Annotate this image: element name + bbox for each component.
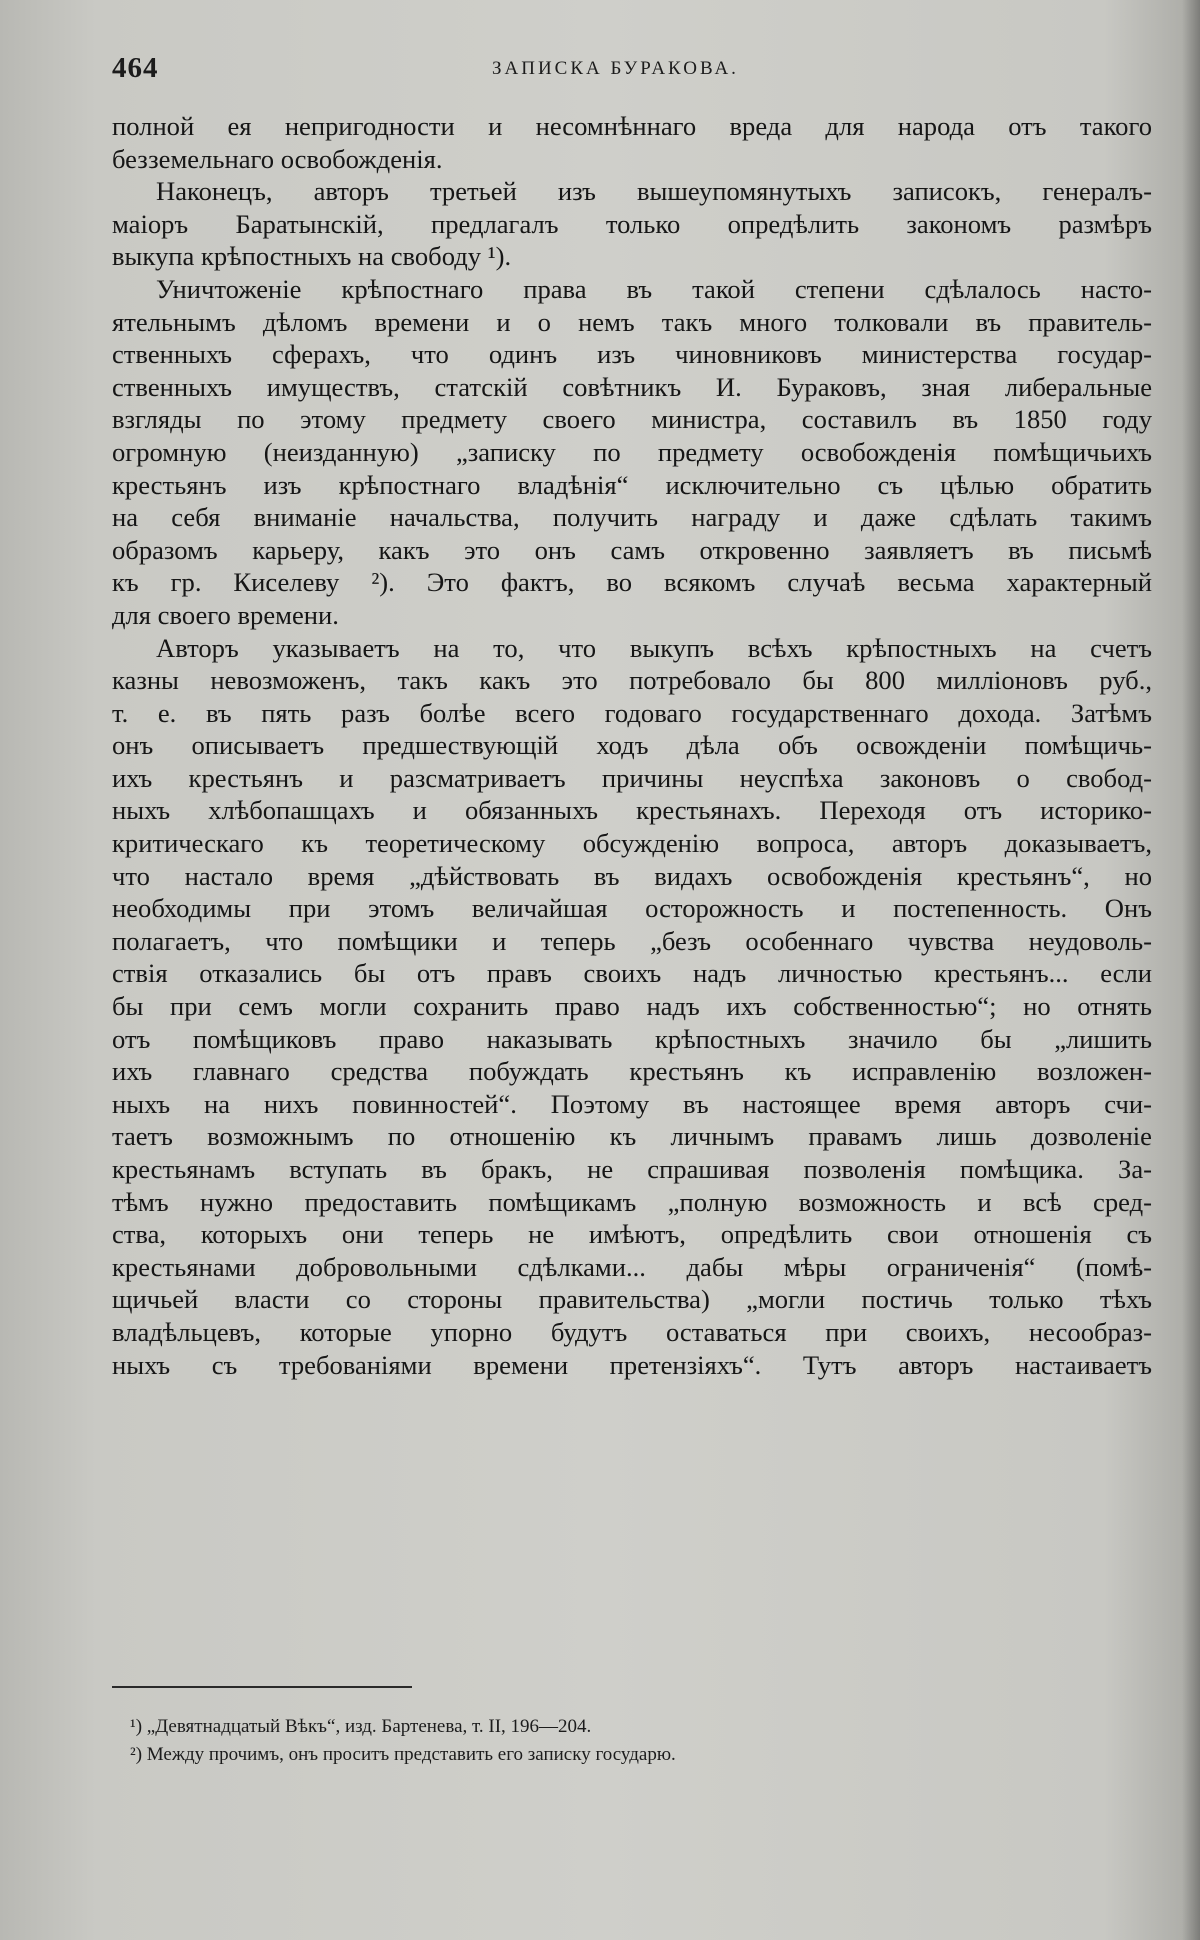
text-line: т. е. въ пять разъ болѣе всего годоваго государственнаго дохода. Затѣмъ — [112, 697, 1152, 728]
text-line: крестьянъ изъ крѣпостнаго владѣнія“ исключительно съ цѣлью обратить — [112, 469, 1152, 500]
text-line: ихъ главнаго средства побуждать крестьянъ къ исправленію возложен- — [112, 1056, 1152, 1087]
text-line: Уничтоженіе крѣпостнаго права въ такой степени сдѣлалось насто- — [156, 273, 1152, 304]
page-number: 464 — [112, 52, 159, 84]
text-line: Авторъ указываетъ на то, что выкупъ всѣхъ крѣпостныхъ на счетъ — [156, 632, 1152, 663]
text-line: ствія отказались бы отъ правъ своихъ надъ личностью крестьянъ... если — [112, 958, 1152, 989]
text-line: къ гр. Киселеву ²). Это фактъ, во всякомъ случаѣ весьма характерный — [112, 567, 1152, 598]
text-line: ихъ крестьянъ и разсматриваетъ причины неуспѣха законовъ о свобод- — [112, 762, 1152, 793]
text-line: полагаетъ, что помѣщики и теперь „безъ особеннаго чувства неудоволь- — [112, 925, 1152, 956]
text-line: ства, которыхъ они теперь не имѣютъ, опредѣлить свои отношенія съ — [112, 1219, 1152, 1250]
text-line: на себя вниманіе начальства, получить награду и даже сдѣлать такимъ — [112, 502, 1152, 533]
text-line: безземельнаго освобожденія. — [112, 143, 443, 174]
text-line: ятельнымъ дѣломъ времени и о немъ такъ много толковали въ правитель- — [112, 306, 1152, 337]
text-line: ственныхъ сферахъ, что одинъ изъ чиновниковъ министерства государ- — [112, 339, 1152, 370]
footnote: ²) Между прочимъ, онъ проситъ представить его записку государю. — [130, 1744, 676, 1765]
text-line: Наконецъ, авторъ третьей изъ вышеупомянутыхъ записокъ, генералъ- — [156, 176, 1152, 207]
text-line: ныхъ съ требованіями времени претензіяхъ“. Тутъ авторъ настаиваетъ — [112, 1349, 1152, 1380]
page-header — [112, 52, 1152, 88]
text-line: крестьянамъ вступать въ бракъ, не спрашивая позволенія помѣщика. За- — [112, 1154, 1152, 1184]
text-line: взгляды по этому предмету своего министра, составилъ въ 1850 году — [112, 404, 1152, 435]
text-line: необходимы при этомъ величайшая осторожность и постепенность. Онъ — [112, 893, 1152, 924]
text-line: ственныхъ имуществъ, статскій совѣтникъ И. Бураковъ, зная либеральные — [112, 371, 1152, 402]
text-line: отъ помѣщиковъ право наказывать крѣпостныхъ значило бы „лишить — [112, 1023, 1152, 1054]
text-line: ныхъ хлѣбопашцахъ и обязанныхъ крестьянахъ. Переходя отъ историко- — [112, 795, 1152, 826]
text-line: владѣльцевъ, которые упорно будутъ оставаться при своихъ, несообраз- — [112, 1316, 1152, 1347]
text-line: критическаго къ теоретическому обсужденію вопроса, авторъ доказываетъ, — [112, 828, 1152, 859]
footnote-divider — [112, 1686, 412, 1688]
text-line: бы при семъ могли сохранить право надъ ихъ собственностью“; но отнять — [112, 991, 1152, 1022]
text-line: щичьей власти со стороны правительства) „могли постичь только тѣхъ — [112, 1284, 1152, 1315]
text-line: выкупа крѣпостныхъ на свободу ¹). — [112, 241, 512, 272]
text-line: для своего времени. — [112, 599, 339, 630]
text-line: таетъ возможнымъ по отношенію къ личнымъ правамъ лишь дозволеніе — [112, 1121, 1152, 1152]
text-line: образомъ карьеру, какъ это онъ самъ откровенно заявляетъ въ письмѣ — [112, 534, 1152, 565]
footnotes — [130, 1713, 1030, 1769]
text-line: тѣмъ нужно предоставить помѣщикамъ „полную возможность и всѣ сред- — [112, 1186, 1152, 1217]
text-line: маіоръ Баратынскій, предлагалъ только опредѣлить закономъ размѣръ — [112, 208, 1152, 239]
text-line: казны невозможенъ, такъ какъ это потребовало бы 800 милліоновъ руб., — [112, 665, 1152, 696]
text-line: онъ описываетъ предшествующій ходъ дѣла объ освожденіи помѣщичь- — [112, 730, 1152, 761]
text-line: ныхъ на нихъ повинностей“. Поэтому въ настоящее время авторъ счи- — [112, 1088, 1152, 1119]
text-line: огромную (неизданную) „записку по предмету освобожденія помѣщичьихъ — [112, 436, 1152, 467]
text-line: полной ея непригодности и несомнѣннаго вреда для народа отъ такого — [112, 111, 1152, 141]
text-line: крестьянами добровольными сдѣлками... дабы мѣры ограниченія“ (помѣ- — [112, 1251, 1152, 1282]
body-text — [112, 110, 1152, 1381]
text-line: что настало время „дѣйствовать въ видахъ освобожденія крестьянъ“, но — [112, 860, 1152, 891]
footnote: ¹) „Девятнадцатый Вѣкъ“, изд. Бартенева, т. II, 196—204. — [130, 1716, 592, 1737]
running-title: ЗАПИСКА БУРАКОВА. — [492, 58, 739, 79]
